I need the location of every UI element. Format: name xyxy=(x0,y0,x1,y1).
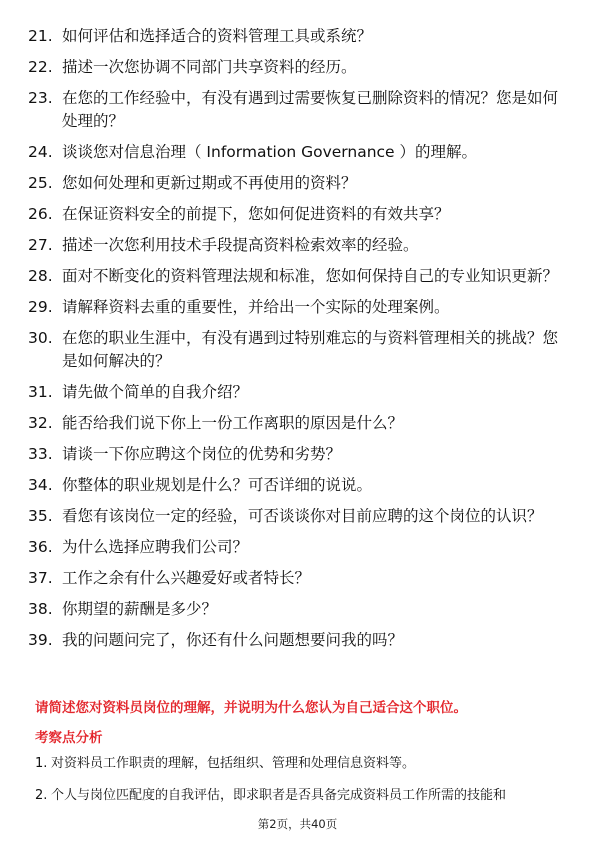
question-number: 34. xyxy=(28,476,53,494)
question-text: 描述一次您协调不同部门共享资料的经历。 xyxy=(62,58,357,76)
analysis-number: 1. xyxy=(35,756,48,771)
list-item xyxy=(28,598,568,621)
question-text: 您如何处理和更新过期或不再使用的资料？ xyxy=(62,174,357,192)
list-item xyxy=(28,443,568,466)
question-number: 24. xyxy=(28,143,53,161)
question-text: 你期望的薪酬是多少？ xyxy=(62,600,218,618)
list-item xyxy=(28,536,568,559)
question-text: 能否给我们说下你上一份工作离职的原因是什么？ xyxy=(62,414,404,432)
list-item xyxy=(28,327,568,373)
question-number: 25. xyxy=(28,174,53,192)
question-number: 27. xyxy=(28,236,53,254)
list-item xyxy=(35,786,565,806)
question-text: 如何评估和选择适合的资料管理工具或系统？ xyxy=(62,27,373,45)
question-number: 21. xyxy=(28,27,53,45)
question-text: 我的问题问完了，你还有什么问题想要问我的吗？ xyxy=(62,631,404,649)
list-item xyxy=(28,381,568,404)
question-number: 33. xyxy=(28,445,53,463)
analysis-number: 2. xyxy=(35,788,48,803)
list-item xyxy=(28,296,568,319)
question-text: 为什么选择应聘我们公司？ xyxy=(62,538,249,556)
list-item xyxy=(28,141,568,164)
question-number: 38. xyxy=(28,600,53,618)
analysis-list xyxy=(35,754,565,818)
page-footer: 第2页，共40页 xyxy=(257,817,338,831)
question-text: 请谈一下你应聘这个岗位的优势和劣势？ xyxy=(62,445,342,463)
question-number: 35. xyxy=(28,507,53,525)
question-number: 32. xyxy=(28,414,53,432)
question-text: 在保证资料安全的前提下，您如何促进资料的有效共享？ xyxy=(62,205,450,223)
analysis-text: 个人与岗位匹配度的自我评估，即求职者是否具备完成资料员工作所需的技能和 xyxy=(51,788,507,803)
list-item xyxy=(28,203,568,226)
question-number: 37. xyxy=(28,569,53,587)
list-item xyxy=(28,265,568,288)
question-text: 谈谈您对信息治理（ Information Governance ）的理解。 xyxy=(62,143,478,161)
list-item xyxy=(28,25,568,48)
question-text: 在您的工作经验中，有没有遇到过需要恢复已删除资料的情况？您是如何处理的？ xyxy=(62,89,559,130)
question-number: 23. xyxy=(28,89,53,107)
question-number: 36. xyxy=(28,538,53,556)
list-item xyxy=(35,754,565,774)
list-item xyxy=(28,412,568,435)
list-item xyxy=(28,629,568,652)
question-text: 你整体的职业规划是什么？可否详细的说说。 xyxy=(62,476,373,494)
list-item xyxy=(28,567,568,590)
question-number: 29. xyxy=(28,298,53,316)
list-item xyxy=(28,172,568,195)
question-text: 描述一次您利用技术手段提高资料检索效率的经验。 xyxy=(62,236,419,254)
list-item xyxy=(28,87,568,133)
question-number: 28. xyxy=(28,267,53,285)
question-text: 看您有该岗位一定的经验，可否谈谈你对目前应聘的这个岗位的认识？ xyxy=(62,507,543,525)
question-number: 26. xyxy=(28,205,53,223)
question-number: 30. xyxy=(28,329,53,347)
question-text: 面对不断变化的资料管理法规和标准，您如何保持自己的专业知识更新？ xyxy=(62,267,559,285)
highlight-question: 请简述您对资料员岗位的理解，并说明为什么您认为自己适合这个职位。 xyxy=(35,700,467,716)
list-item xyxy=(28,505,568,528)
list-item xyxy=(28,234,568,257)
question-number: 22. xyxy=(28,58,53,76)
question-number: 31. xyxy=(28,383,53,401)
analysis-title: 考察点分析 xyxy=(35,730,103,746)
analysis-text: 对资料员工作职责的理解，包括组织、管理和处理信息资料等。 xyxy=(51,756,416,771)
list-item xyxy=(28,56,568,79)
list-item xyxy=(28,474,568,497)
question-text: 工作之余有什么兴趣爱好或者特长？ xyxy=(62,569,311,587)
question-number: 39. xyxy=(28,631,53,649)
question-text: 请先做个简单的自我介绍？ xyxy=(62,383,249,401)
question-list xyxy=(28,25,568,660)
question-text: 请解释资料去重的重要性，并给出一个实际的处理案例。 xyxy=(62,298,450,316)
question-text: 在您的职业生涯中，有没有遇到过特别难忘的与资料管理相关的挑战？您是如何解决的？ xyxy=(62,329,559,370)
